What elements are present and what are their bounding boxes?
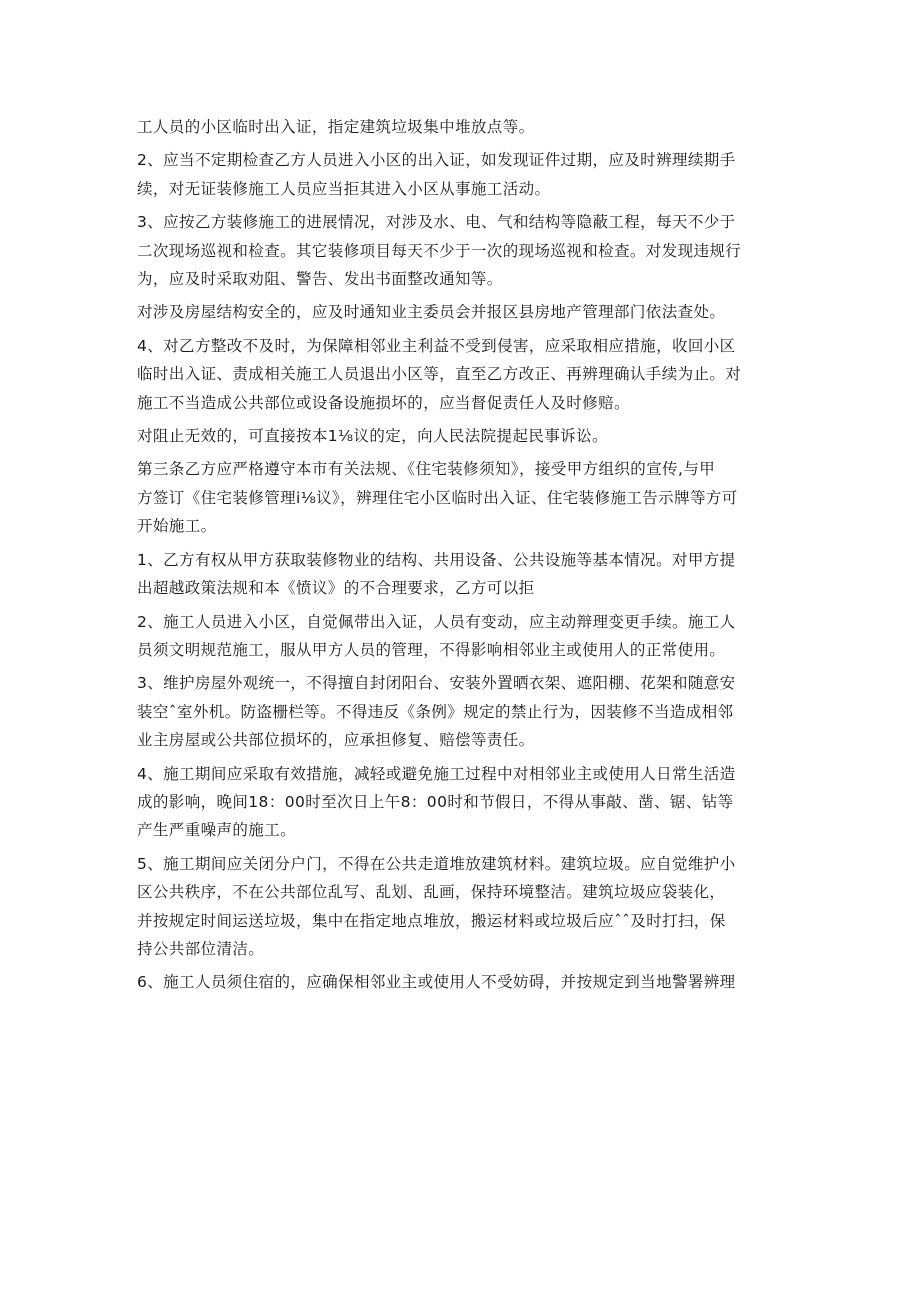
text-line: 出超越政策法规和本《愤议》的不合理要求，乙方可以拒 xyxy=(137,579,535,598)
text-line: 产生严重噪声的施工。 xyxy=(137,821,297,840)
text-line: 续，对无证装修施工人员应当拒其进入小区从事施工活动。 xyxy=(137,179,551,198)
text-line: 2、应当不定期检查乙方人员进入小区的出入证，如发现证件过期，应及时辨理续期手 xyxy=(137,151,736,170)
text-line: 对阻止无效的，可直接按本1⅛议的定，向人民法院提起民事诉讼。 xyxy=(137,427,608,446)
text-line: 3、维护房屋外观统一，不得擅自封闭阳台、安装外置晒衣架、遮阳棚、花架和随意安 xyxy=(137,674,736,693)
paragraph xyxy=(137,455,797,540)
text-line: 持公共部位清洁。 xyxy=(137,939,265,958)
text-line: 并按规定时间运送垃圾，集中在指定地点堆放，搬运材料或垃圾后应ˆˆ及时打扫，保 xyxy=(137,911,726,930)
text-line: 3、应按乙方装修施工的进展情况，对涉及水、电、气和结构等隐蔽工程，每天不少于 xyxy=(137,213,736,232)
paragraph xyxy=(137,760,797,845)
text-line: 为，应及时采取劝阻、警告、发出书面整改通知等。 xyxy=(137,270,503,289)
text-line: 4、对乙方整改不及时，为保障相邻业主利益不受到侵害，应采取相应措施，收回小区 xyxy=(137,336,736,355)
text-line: 装空ˆ室外机。防盗栅栏等。不得违反《条例》规定的禁止行为，因装修不当造成相邻 xyxy=(137,702,734,721)
paragraph xyxy=(137,850,797,964)
document-body xyxy=(137,113,797,997)
text-line: 方签订《住宅装修管理i⅛议》，辨理住宅小区临时出入证、住宅装修施工告示牌等方可 xyxy=(137,488,738,507)
paragraph xyxy=(137,298,797,326)
text-line: 临时出入证、责成相关施工人员退出小区等，直至乙方改正、再辨理确认手续为止。对 xyxy=(137,365,742,384)
text-line: 对涉及房屋结构安全的，应及时通知业主委员会并报区县房地产管理部门依法查处。 xyxy=(137,303,726,322)
paragraph xyxy=(137,208,797,293)
paragraph xyxy=(137,669,797,754)
text-line: 二次现场巡视和检查。其它装修项目每天不少于一次的现场巡视和检查。对发现违规行 xyxy=(137,241,742,260)
text-line: 2、施工人员进入小区，自觉佩带出入证，人员有变动，应主动辩理变更手续。施工人 xyxy=(137,612,736,631)
text-line: 区公共秩序，不在公共部位乱写、乱划、乱画，保持环境整洁。建筑垃圾应袋装化， xyxy=(137,883,726,902)
paragraph xyxy=(137,546,797,603)
text-line: 1、乙方有权从甲方获取装修物业的结构、共用设备、公共设施等基本情况。对甲方提 xyxy=(137,550,736,569)
text-line: 4、施工期间应采取有效措施，减轻或避免施工过程中对相邻业主或使用人日常生活造 xyxy=(137,764,736,783)
paragraph xyxy=(137,113,797,141)
text-line: 工人员的小区临时出入证，指定建筑垃圾集中堆放点等。 xyxy=(137,118,535,136)
text-line: 第三条乙方应严格遵守本市有关法规、《住宅装修须知》，接受甲方组织的宣传,与甲 xyxy=(137,460,716,479)
text-line: 施工不当造成公共部位或设备设施损坏的，应当督促责任人及时修赔。 xyxy=(137,393,630,412)
paragraph xyxy=(137,422,797,450)
paragraph xyxy=(137,146,797,203)
text-line: 6、施工人员须住宿的，应确保相邻业主或使用人不受妨碍，并按规定到当地警署辨理 xyxy=(137,973,736,992)
text-line: 开始施工。 xyxy=(137,517,217,536)
text-line: 成的影响，晚间18：00时至次日上午8：00时和节假日，不得从事敲、凿、锯、钻等 xyxy=(137,792,734,811)
text-line: 员须文明规范施工，服从甲方人员的管理，不得影响相邻业主或使用人的正常使用。 xyxy=(137,640,726,659)
paragraph xyxy=(137,332,797,417)
text-line: 业主房屋或公共部位损坏的，应承担修复、赔偿等责任。 xyxy=(137,731,535,750)
paragraph xyxy=(137,608,797,665)
text-line: 5、施工期间应关闭分户门，不得在公共走道堆放建筑材料。建筑垃圾。应自觉维护小 xyxy=(137,854,736,873)
paragraph xyxy=(137,968,797,996)
